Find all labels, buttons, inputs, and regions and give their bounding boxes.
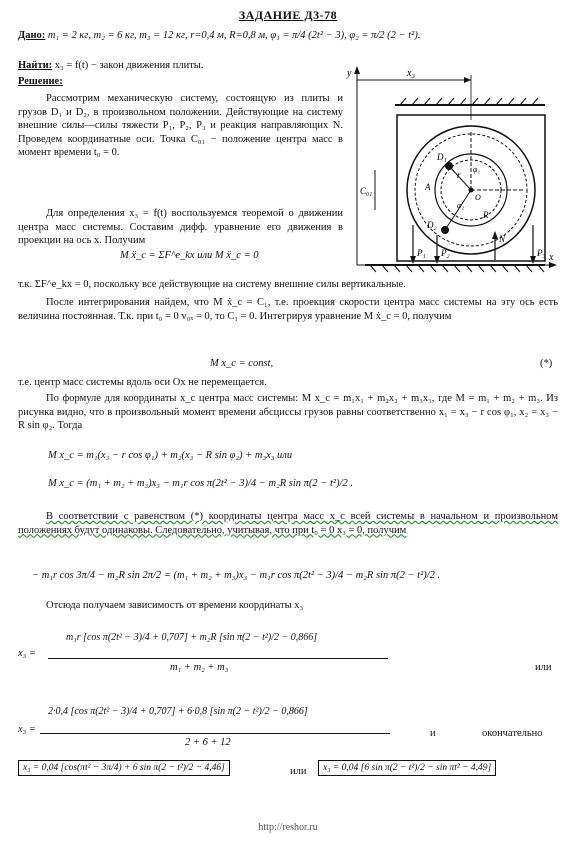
phi1-label: φ₁ bbox=[473, 165, 481, 174]
paragraph-vertical-forces: т.к. ΣF^e_kx = 0, поскольку все действующие на систему внешние силы вертикальные. bbox=[18, 279, 406, 290]
fraction1-bar bbox=[48, 658, 388, 659]
fraction2-numerator: 2·0,4 [cos π(2t² − 3)/4 + 0,707] + 6·0,8 [sin π(2 − t²)/2 − 0,866] bbox=[48, 706, 308, 717]
paragraph-system: Рассмотрим механическую систему, состоящую из плиты и грузов D₁ и D₂, в произвольном положении. Действующие на систему внешние силы—силы тяжести P₁, P₂, P₃ и реакция направляющих N. Проведем координатные оси. Точка C₀₁ − положение центра масс в момент времени t₀ = 0. bbox=[18, 93, 343, 158]
r-small-label: r bbox=[457, 170, 461, 180]
fraction2-bar bbox=[40, 733, 390, 734]
mechanism-figure bbox=[345, 60, 560, 280]
r-large-label: R bbox=[483, 210, 489, 220]
solution-label: Решение: bbox=[18, 76, 63, 87]
mechanism-drawing bbox=[345, 60, 560, 280]
paragraph-coordinates: По формуле для координаты x_c центра масс системы: M x_c = m₁x₁ + m₂x₂ + m₃x₃, где M = m₁ + m₂ + m₃. Из рисунка видно, что в произвольный момент времени абсциссы грузов равны соответственно x₁ = x₃ − r cos φ₁, x₂ = x₃ − R sin φ₂. Тогда bbox=[18, 393, 558, 431]
fraction1-or: или bbox=[535, 662, 552, 673]
paragraph-integration: После интегрирования найдем, что M ẋ_c = C₁, т.е. проекция скорости центра масс системы на эту ось есть величина постоянная. Т.к. при t₀ = 0 v₀ₓ = 0, то C₁ = 0. Интегрируя уравнение M ẋ_c = 0, получим bbox=[18, 297, 558, 322]
c01-label: C₀₁ bbox=[360, 186, 373, 196]
paragraph-dependence: Отсюда получаем зависимость от времени координаты x₃ bbox=[46, 600, 304, 611]
given-text: m₁ = 2 кг, m₂ = 6 кг, m₃ = 12 кг, r=0,4 м, R=0,8 м, φ₁ = π/4 (2t² − 3), φ₂ = π/2 (2 − t²). bbox=[47, 30, 421, 41]
axis-x-label: x bbox=[549, 252, 554, 263]
final-label: окончательно bbox=[482, 728, 543, 739]
fraction2-left: x₃ = bbox=[18, 724, 37, 735]
fraction1-numerator: m₁r [cos π(2t² − 3)/4 + 0,707] + m₂R [sin π(2 − t²)/2 − 0,866] bbox=[66, 632, 318, 643]
find-text: x₃ = f(t) − закон движения плиты. bbox=[54, 60, 204, 71]
paragraph-center-fixed: т.е. центр масс системы вдоль оси Ox не перемещается. bbox=[18, 377, 267, 388]
center-o-label: O bbox=[475, 193, 481, 202]
x3-label: x₃ bbox=[407, 68, 415, 79]
find-line bbox=[18, 60, 203, 71]
answer-box-2: x₃ = 0,04 [6 sin π(2 − t²)/2 − sin πt² − 4,49] bbox=[318, 760, 496, 776]
find-label: Найти: bbox=[18, 60, 53, 71]
formula-xc-1: M x_c = m₁(x₃ − r cos φ₁) + m₂(x₃ − R sin φ₂) + m₃x₃ или bbox=[48, 450, 293, 461]
answer-or: или bbox=[290, 766, 307, 777]
p3-label: P₃ bbox=[537, 248, 546, 258]
equation-mark: (*) bbox=[540, 358, 553, 369]
n-label: N bbox=[499, 234, 506, 244]
answer-box-1: x₃ = 0,04 [cos(πt² − 3π/4) + 6 sin π(2 − t²)/2 − 4,46] bbox=[18, 760, 230, 776]
p2-label: P₂ bbox=[441, 248, 450, 258]
formula-initial-equality: − m₁r cos 3π/4 − m₂R sin 2π/2 = (m₁ + m₂ + m₃)x₃ − m₁r cos π(2t² − 3)/4 − m₂R sin π(2 − t²)/2 . bbox=[32, 570, 441, 581]
paragraph-theorem: Для определения x₃ = f(t) воспользуемся теоремой о движении центра масс системы. Составим дифф. уравнение его движения в проекции на ось x. Получим bbox=[18, 208, 343, 246]
d2-label: D₂ bbox=[427, 220, 437, 230]
fraction2-denominator: 2 + 6 + 12 bbox=[185, 737, 231, 748]
axis-y-label: y bbox=[347, 68, 352, 79]
given-label: Дано: bbox=[18, 30, 46, 41]
given-line bbox=[18, 30, 420, 41]
fraction1-left: x₃ = bbox=[18, 648, 37, 659]
point-a-label: A bbox=[425, 182, 431, 192]
d1-label: D₁ bbox=[437, 152, 447, 162]
formula-const: M x_c = const, bbox=[210, 358, 274, 369]
fraction1-denominator: m₁ + m₂ + m₃ bbox=[170, 662, 229, 673]
phi2-label: φ₂ bbox=[457, 201, 465, 210]
page-title: ЗАДАНИЕ Д3-78 bbox=[238, 8, 338, 22]
fraction2-and: и bbox=[430, 728, 436, 739]
footer-url: http://reshor.ru bbox=[258, 822, 318, 833]
p1-label: P₁ bbox=[417, 248, 426, 258]
formula-xc-2: M x_c = (m₁ + m₂ + m₃)x₃ − m₁r cos π(2t² − 3)/4 − m₂R sin π(2 − t²)/2 . bbox=[48, 478, 353, 489]
formula-dynamics: M ẍ_c = ΣF^e_kx или M ẍ_c = 0 bbox=[120, 250, 259, 261]
paragraph-equal-coordinates: В соответствии с равенством (*) координаты центра масс x_c всей системы в начальном и произвольном положениях будут одинаковы. Следовательно, учитывая, что при t₀ = 0 x₃ = 0, получим bbox=[18, 511, 558, 536]
